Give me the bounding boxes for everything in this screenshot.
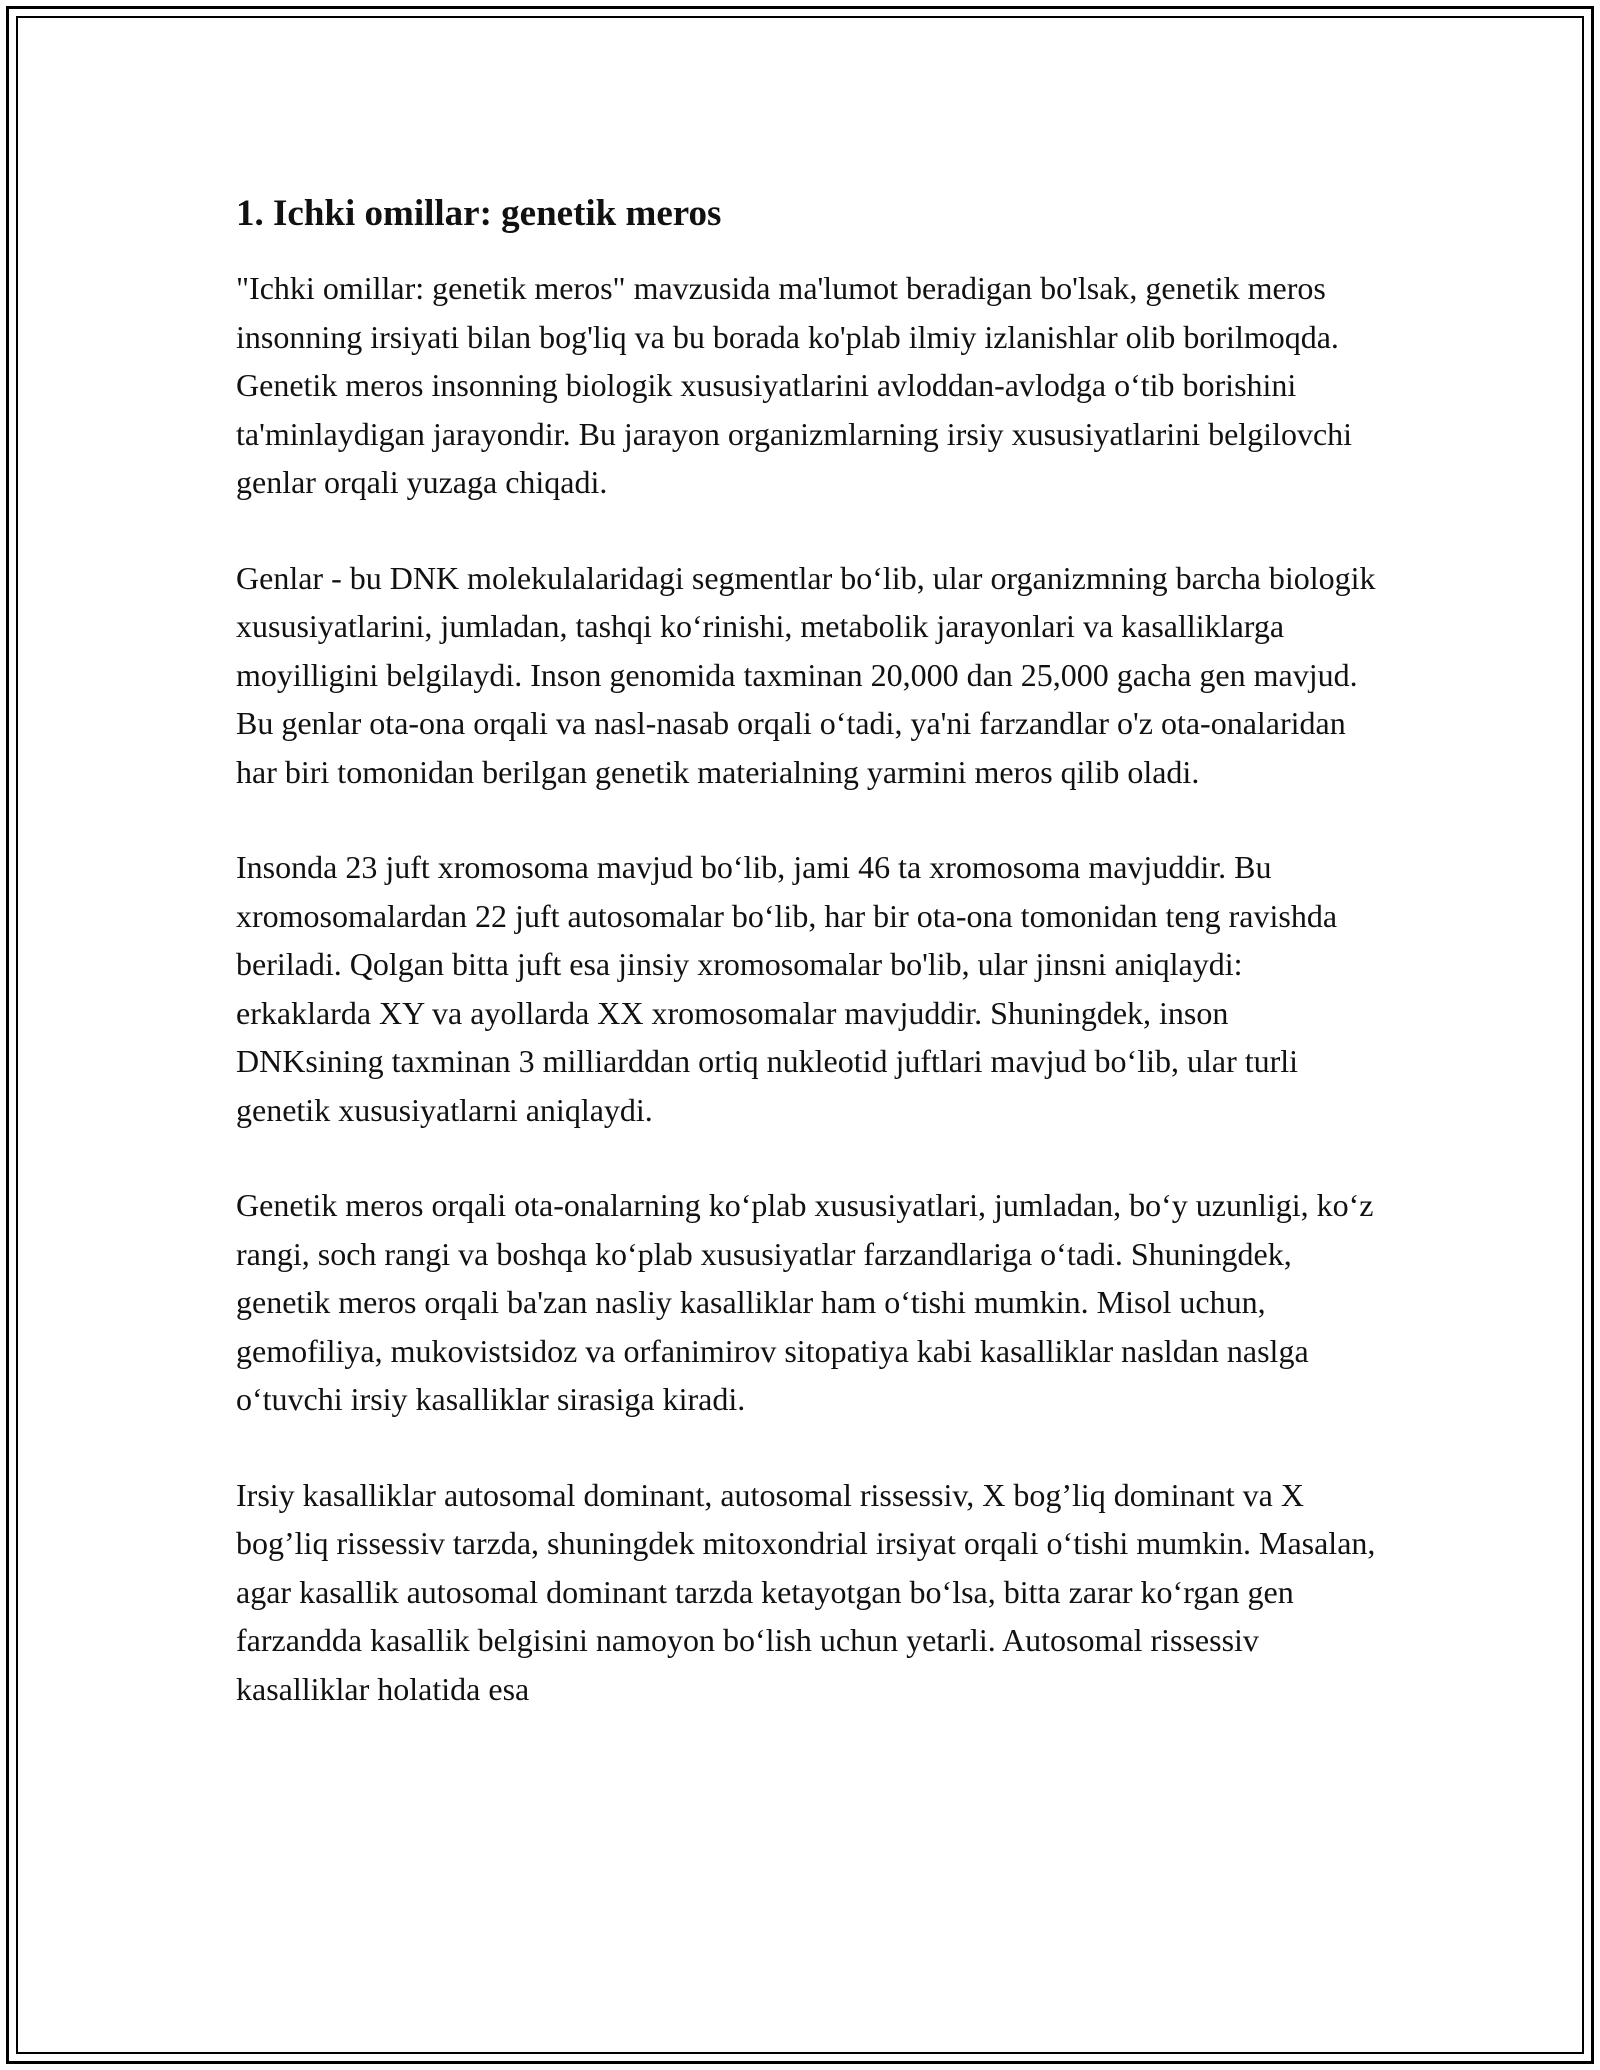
section-heading: 1. Ichki omillar: genetik meros — [236, 193, 722, 234]
document-body — [236, 186, 1376, 1760]
paragraph-inherited-traits: Genetik meros orqali ota-onalarning koʻplab xususiyatlari, jumladan, boʻy uzunligi, koʻz rangi, soch rangi va boshqa koʻplab xususiyatlar farzandlariga oʻtadi. Shuningdek, genetik meros orqali ba'zan nasliy kasalliklar ham oʻtishi mumkin. Misol uchun, gemofiliya, mukovistsidoz va orfanimirov sitopatiya kabi kasalliklar nasldan naslga oʻtuvchi irsiy kasalliklar sirasiga kiradi. — [236, 1187, 1374, 1417]
paragraph-genetic-heritage-intro: "Ichki omillar: genetik meros" mavzusida ma'lumot beradigan bo'lsak, genetik meros insonning irsiyati bilan bog'liq va bu borada ko'plab ilmiy izlanishlar olib borilmoqda. Genetik meros insonning biologik xususiyatlarini avloddan-avlodga oʻtib borishini ta'minlaydigan jarayondir. Bu jarayon organizmlarning irsiy xususiyatlarini belgilovchi genlar orqali yuzaga chiqadi. — [236, 270, 1353, 500]
paragraph-genes: Genlar - bu DNK molekulalaridagi segmentlar boʻlib, ular organizmning barcha biologik xususiyatlarini, jumladan, tashqi koʻrinishi, metabolik jarayonlari va kasalliklarga moyilligini belgilaydi. Inson genomida taxminan 20,000 dan 25,000 gacha gen mavjud. Bu genlar ota-ona orqali va nasl-nasab orqali oʻtadi, ya'ni farzandlar o'z ota-onalaridan har biri tomonidan berilgan genetik materialning yarmini meros qilib oladi. — [236, 559, 1376, 790]
paragraph-chromosomes: Insonda 23 juft xromosoma mavjud boʻlib, jami 46 ta xromosoma mavjuddir. Bu xromosomalardan 22 juft autosomalar boʻlib, har bir ota-ona tomonidan teng ravishda beriladi. Qolgan bitta juft esa jinsiy xromosomalar bo'lib, ular jinsni aniqlaydi: erkaklarda XY va ayollarda XX xromosomalar mavjuddir. Shuningdek, inson DNKsining taxminan 3 milliarddan ortiq nukleotid juftlari mavjud boʻlib, ular turli genetik xususiyatlarni aniqlaydi. — [236, 849, 1338, 1128]
paragraph-inheritance-patterns: Irsiy kasalliklar autosomal dominant, autosomal rissessiv, X bog’liq dominant va X bog’liq rissessiv tarzda, shuningdek mitoxondrial irsiyat orqali oʻtishi mumkin. Masalan, agar kasallik autosomal dominant tarzda ketayotgan boʻlsa, bitta zarar koʻrgan gen farzandda kasallik belgisini namoyon boʻlish uchun yetarli. Autosomal rissessiv kasalliklar holatida esa — [236, 1476, 1376, 1707]
